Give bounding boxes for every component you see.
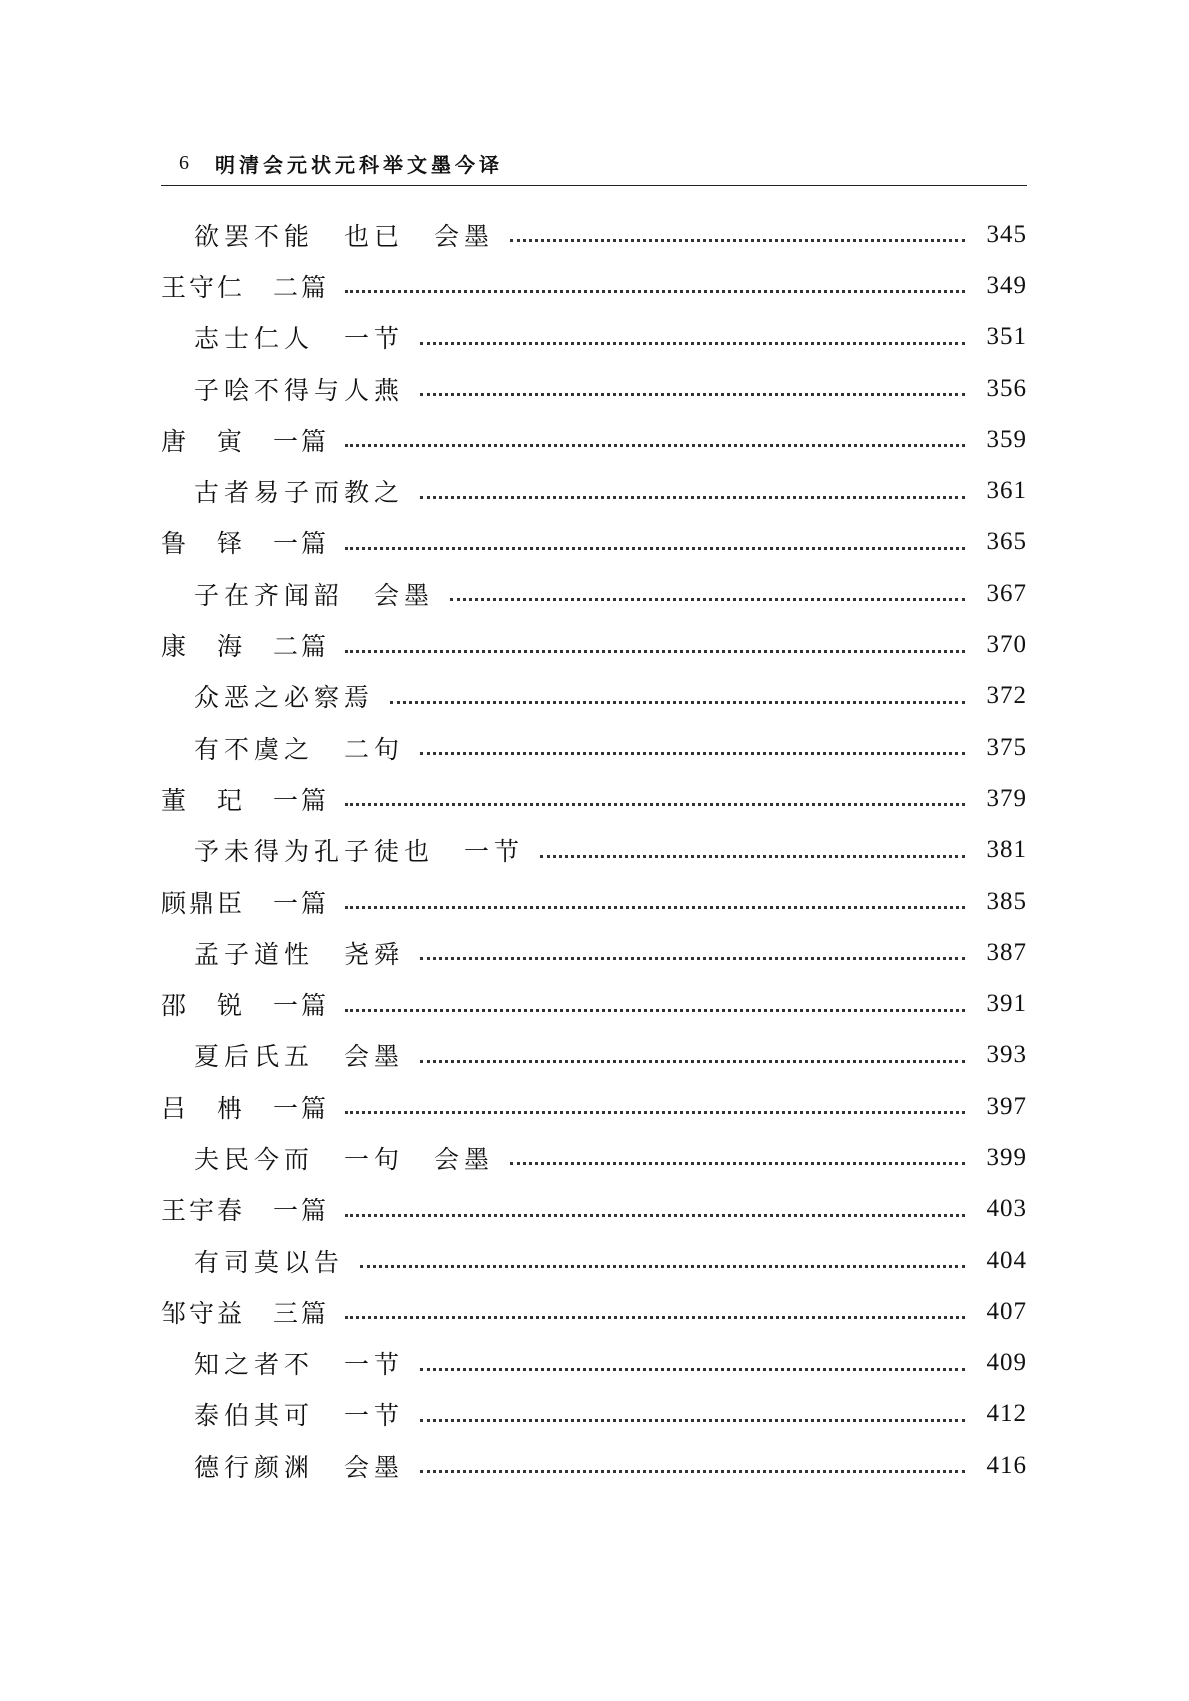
toc-entry-page-number: 399 [986, 1143, 1027, 1171]
toc-entry-label: 康 海 二篇 [161, 632, 330, 662]
toc-entry-label: 予未得为孔子徒也 一节 [194, 837, 525, 867]
toc-entry-page-number: 393 [986, 1041, 1027, 1069]
running-header [161, 146, 1023, 180]
toc-entry-page-number: 361 [986, 477, 1027, 505]
toc-entry-author[interactable] [161, 773, 1027, 824]
toc-entry-label: 有司莫以告 [194, 1247, 345, 1277]
toc-entry-page-number: 351 [986, 323, 1027, 351]
toc-entry-page-number: 391 [986, 990, 1027, 1018]
toc-entry-essay[interactable] [161, 927, 1027, 978]
toc-entry-essay[interactable] [161, 312, 1027, 363]
toc-entry-page-number: 404 [986, 1246, 1027, 1274]
dot-leader [420, 1368, 965, 1371]
dot-leader [390, 701, 965, 704]
dot-leader [345, 1214, 965, 1217]
dot-leader [345, 906, 965, 909]
toc-entry-page-number: 387 [986, 938, 1027, 966]
toc-entry-essay[interactable] [161, 825, 1027, 876]
dot-leader [345, 1111, 965, 1114]
toc-entry-essay[interactable] [161, 568, 1027, 619]
toc-entry-page-number: 345 [986, 220, 1027, 248]
toc-entry-page-number: 367 [986, 579, 1027, 607]
toc-entry-author[interactable] [161, 1081, 1027, 1132]
toc-entry-label: 孟子道性 尧舜 [194, 939, 405, 969]
header-page-number: 6 [179, 151, 189, 174]
toc-entry-essay[interactable] [161, 1030, 1027, 1081]
toc-entry-label: 子哙不得与人燕 [194, 375, 405, 405]
toc-entry-label: 志士仁人 一节 [194, 324, 405, 354]
toc-entry-essay[interactable] [161, 209, 1027, 260]
dot-leader [345, 1316, 965, 1319]
dot-leader [420, 957, 965, 960]
toc-entry-page-number: 381 [986, 836, 1027, 864]
toc-entry-label: 欲罢不能 也已 会墨 [194, 221, 495, 251]
dot-leader [420, 1470, 965, 1473]
toc-entry-label: 德行颜渊 会墨 [194, 1452, 405, 1482]
toc-entry-author[interactable] [161, 876, 1027, 927]
dot-leader [450, 598, 965, 601]
toc-entry-author[interactable] [161, 260, 1027, 311]
toc-entry-essay[interactable] [161, 1132, 1027, 1183]
toc-entry-label: 吕 柟 一篇 [161, 1093, 330, 1123]
toc-entry-page-number: 397 [986, 1092, 1027, 1120]
toc-entry-author[interactable] [161, 1286, 1027, 1337]
toc-entry-label: 鲁 铎 一篇 [161, 529, 330, 559]
toc-entry-essay[interactable] [161, 1235, 1027, 1286]
toc-entry-label: 有不虞之 二句 [194, 734, 405, 764]
toc-entry-page-number: 359 [986, 425, 1027, 453]
header-rule [161, 185, 1027, 186]
header-book-title: 明清会元状元科举文墨今译 [215, 152, 503, 177]
toc-entry-page-number: 375 [986, 733, 1027, 761]
toc-entry-page-number: 372 [986, 682, 1027, 710]
toc-entry-essay[interactable] [161, 1440, 1027, 1491]
toc-entry-label: 王宇春 一篇 [161, 1196, 330, 1226]
toc-entry-page-number: 365 [986, 528, 1027, 556]
toc-entry-essay[interactable] [161, 1389, 1027, 1440]
toc-entry-label: 顾鼎臣 一篇 [161, 888, 330, 918]
toc-entry-page-number: 370 [986, 631, 1027, 659]
toc-entry-essay[interactable] [161, 465, 1027, 516]
toc-entry-label: 众恶之必察焉 [194, 683, 375, 713]
toc-entry-author[interactable] [161, 517, 1027, 568]
dot-leader [420, 342, 965, 345]
toc-entry-page-number: 349 [986, 271, 1027, 299]
toc-entry-label: 子在齐闻韶 会墨 [194, 580, 435, 610]
toc-entry-essay[interactable] [161, 671, 1027, 722]
toc-entry-page-number: 412 [986, 1400, 1027, 1428]
dot-leader [360, 1265, 965, 1268]
toc-entry-essay[interactable] [161, 722, 1027, 773]
toc-entry-label: 夏后氏五 会墨 [194, 1042, 405, 1072]
toc-entry-page-number: 416 [986, 1451, 1027, 1479]
toc-entry-label: 泰伯其可 一节 [194, 1401, 405, 1431]
toc-entry-label: 夫民今而 一句 会墨 [194, 1144, 495, 1174]
dot-leader [345, 444, 965, 447]
dot-leader [420, 496, 965, 499]
dot-leader [345, 650, 965, 653]
toc-entry-page-number: 407 [986, 1297, 1027, 1325]
dot-leader [345, 290, 965, 293]
toc-entry-essay[interactable] [161, 1338, 1027, 1389]
toc-entry-label: 邹守益 三篇 [161, 1298, 330, 1328]
dot-leader [540, 855, 965, 858]
table-of-contents [161, 209, 1027, 1491]
toc-entry-author[interactable] [161, 619, 1027, 670]
toc-entry-label: 古者易子而教之 [194, 478, 405, 508]
dot-leader [345, 1009, 965, 1012]
dot-leader [345, 803, 965, 806]
toc-entry-author[interactable] [161, 1184, 1027, 1235]
dot-leader [420, 1419, 965, 1422]
toc-entry-author[interactable] [161, 978, 1027, 1029]
toc-entry-author[interactable] [161, 414, 1027, 465]
toc-entry-label: 邵 锐 一篇 [161, 991, 330, 1021]
toc-entry-page-number: 385 [986, 887, 1027, 915]
dot-leader [420, 1060, 965, 1063]
dot-leader [510, 1162, 965, 1165]
dot-leader [510, 239, 965, 242]
toc-entry-label: 唐 寅 一篇 [161, 426, 330, 456]
dot-leader [420, 752, 965, 755]
dot-leader [345, 547, 965, 550]
dot-leader [420, 393, 965, 396]
toc-entry-page-number: 379 [986, 784, 1027, 812]
toc-entry-page-number: 403 [986, 1195, 1027, 1223]
toc-entry-essay[interactable] [161, 363, 1027, 414]
toc-entry-label: 王守仁 二篇 [161, 272, 330, 302]
toc-entry-page-number: 409 [986, 1349, 1027, 1377]
toc-entry-label: 知之者不 一节 [194, 1350, 405, 1380]
toc-entry-page-number: 356 [986, 374, 1027, 402]
toc-entry-label: 董 玘 一篇 [161, 785, 330, 815]
